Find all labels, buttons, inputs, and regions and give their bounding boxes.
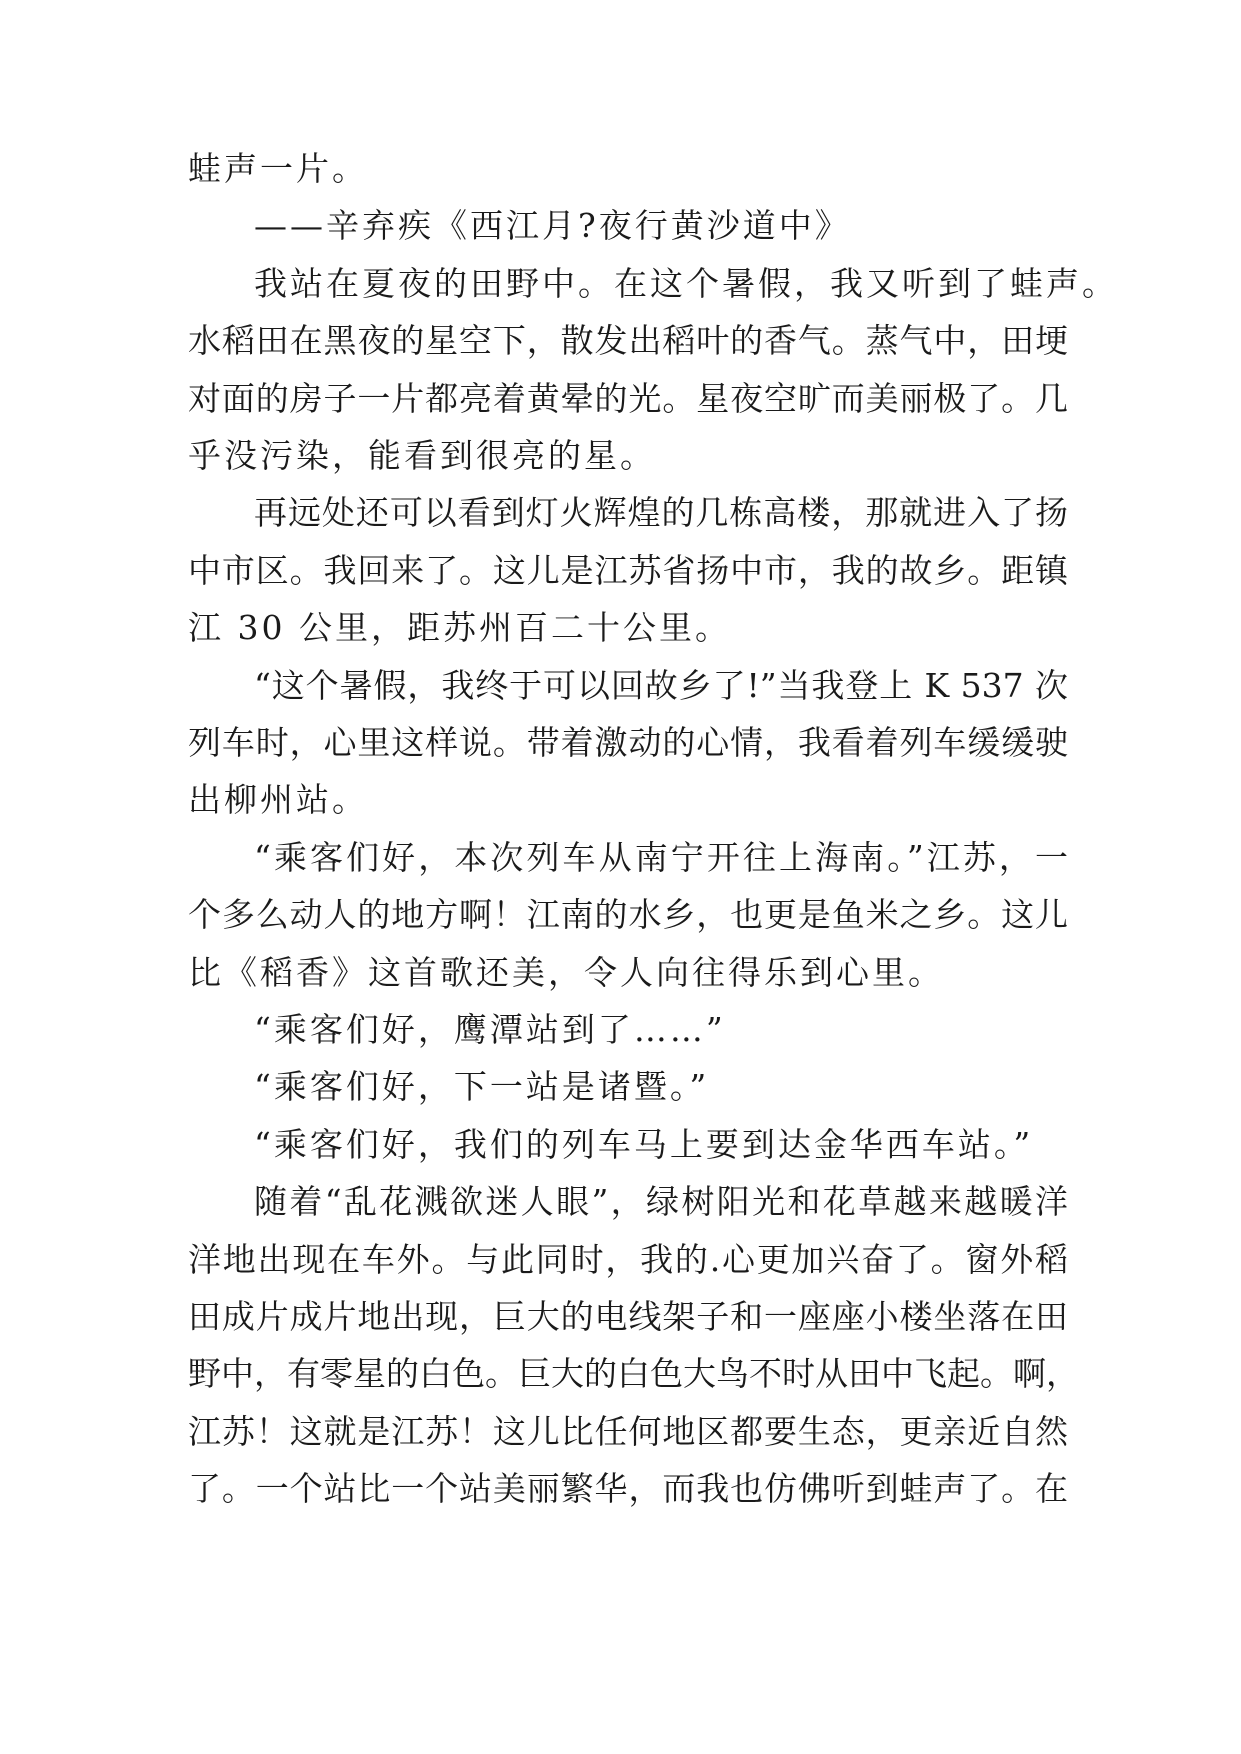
- text-line: 比《稻香》这首歌还美，令人向往得乐到心里。: [188, 952, 944, 992]
- text-line: 田成片成片地出现，巨大的电线架子和一座座小楼坐落在田: [188, 1297, 1068, 1336]
- text-line: “这个暑假，我终于可以回故乡了!”当我登上 K 537 次: [254, 665, 1068, 705]
- text-line: 随着“乱花溅欲迷人眼”，绿树阳光和花草越来越暖洋: [254, 1182, 1068, 1222]
- text-line: 江 30 公里，距苏州百二十公里。: [188, 608, 731, 648]
- text-line: 个多么动人的地方啊！江南的水乡，也更是鱼米之乡。这儿: [188, 895, 1068, 935]
- text-line: “乘客们好，我们的列车马上要到达金华西车站。”: [254, 1124, 1034, 1164]
- text-line: 出柳州站。: [188, 780, 368, 820]
- text-line: 洋地出现在车外。与此同时，我的.心更加兴奋了。窗外稻: [188, 1239, 1068, 1279]
- text-line: 再远处还可以看到灯火辉煌的几栋高楼，那就进入了扬: [254, 493, 1068, 533]
- text-line: 了。一个站比一个站美丽繁华，而我也仿佛听到蛙声了。在: [188, 1469, 1068, 1509]
- text-line: “乘客们好，下一站是诸暨。”: [254, 1067, 710, 1107]
- text-line: ——辛弃疾《西江月?夜行黄沙道中》: [254, 206, 851, 246]
- text-line: 乎没污染，能看到很亮的星。: [188, 436, 656, 475]
- text-line: 野中，有零星的白色。巨大的白色大鸟不时从田中飞起。啊，: [188, 1354, 1079, 1394]
- text-line: “乘客们好，鹰潭站到了……”: [254, 1010, 726, 1049]
- text-line: 江苏！这就是江苏！这儿比任何地区都要生态，更亲近自然: [188, 1411, 1068, 1451]
- text-line: 水稻田在黑夜的星空下，散发出稻叶的香气。蒸气中，田埂: [188, 321, 1068, 361]
- text-line: 对面的房子一片都亮着黄晕的光。星夜空旷而美丽极了。几: [188, 378, 1068, 418]
- text-line: 列车时，心里这样说。带着激动的心情，我看着列车缓缓驶: [188, 723, 1068, 762]
- text-line: “乘客们好，本次列车从南宁开往上海南。”江苏，一: [254, 837, 1068, 877]
- text-line: 我站在夏夜的田野中。在这个暑假，我又听到了蛙声。: [254, 263, 1118, 303]
- text-line: 蛙声一片。: [188, 149, 368, 188]
- text-line: 中市区。我回来了。这儿是江苏省扬中市，我的故乡。距镇: [188, 550, 1068, 590]
